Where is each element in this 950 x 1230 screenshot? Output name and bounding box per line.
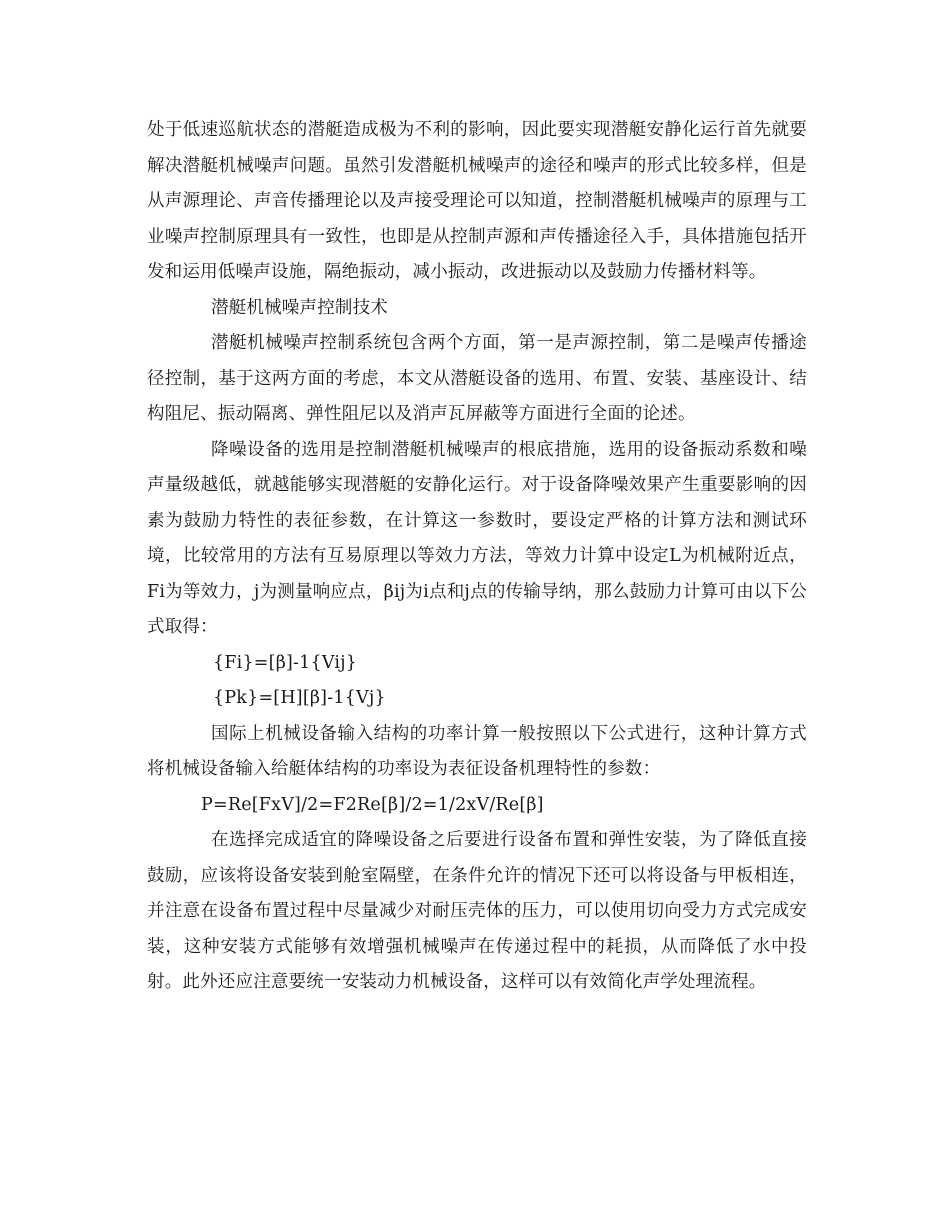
- formula-equivalent-force: {Fi}=[β]-1{Vij}: [213, 652, 358, 673]
- formula-power: P=Re[FxV]/2=F2Re[β]/2=1/2xV/Re[β]: [201, 794, 544, 815]
- document-page: [147, 113, 807, 1001]
- paragraph-installation: 在选择完成适宜的降噪设备之后要进行设备布置和弹性安装，为了降低直接鼓励，应该将设备安装到舱室隔壁，在条件允许的情况下还可以将设备与甲板相连，并注意在设备布置过程中尽量减少对耐压壳体的压力，可以使用切向受力方式完成安装，这种安装方式能够有效增强机械噪声在传递过程中的耗损，从而降低了水中投射。此外还应注意要统一安装动力机械设备，这样可以有效简化声学处理流程。: [147, 830, 807, 992]
- paragraph-power-calculation: 国际上机械设备输入结构的功率计算一般按照以下公式进行，这种计算方式将机械设备输入给艇体结构的功率设为表征设备机理特性的参数：: [147, 723, 807, 779]
- formula-pressure: {Pk}=[H][β]-1{Vj}: [213, 688, 386, 708]
- section-heading: 潜艇机械噪声控制技术: [211, 297, 388, 318]
- paragraph-control-system: 潜艇机械噪声控制系统包含两个方面，第一是声源控制，第二是噪声传播途径控制，基于这两方面的考虑，本文从潜艇设备的选用、布置、安装、基座设计、结构阻尼、振动隔离、弹性阻尼以及消声瓦屏蔽等方面进行全面的论述。: [147, 333, 807, 424]
- paragraph-equipment-selection: 降噪设备的选用是控制潜艇机械噪声的根底措施，选用的设备振动系数和噪声量级越低，就越能够实现潜艇的安静化运行。对于设备降噪效果产生重要影响的因素为鼓励力特性的表征参数，在计算这一参数时，要设定严格的计算方法和测试环境，比较常用的方法有互易原理以等效力方法，等效力计算中设定L为机械附近点，Fi为等效力，j为测量响应点，βij为i点和j点的传输导纳，那么鼓励力计算可由以下公式取得：: [147, 439, 807, 637]
- paragraph-intro: 处于低速巡航状态的潜艇造成极为不利的影响，因此要实现潜艇安静化运行首先就要解决潜艇机械噪声问题。虽然引发潜艇机械噪声的途径和噪声的形式比较多样，但是从声源理论、声音传播理论以及声接受理论可以知道，控制潜艇机械噪声的原理与工业噪声控制原理具有一致性，也即是从控制声源和声传播途径入手，具体措施包括开发和运用低噪声设施，隔绝振动，减小振动，改进振动以及鼓励力传播材料等。: [147, 120, 807, 282]
